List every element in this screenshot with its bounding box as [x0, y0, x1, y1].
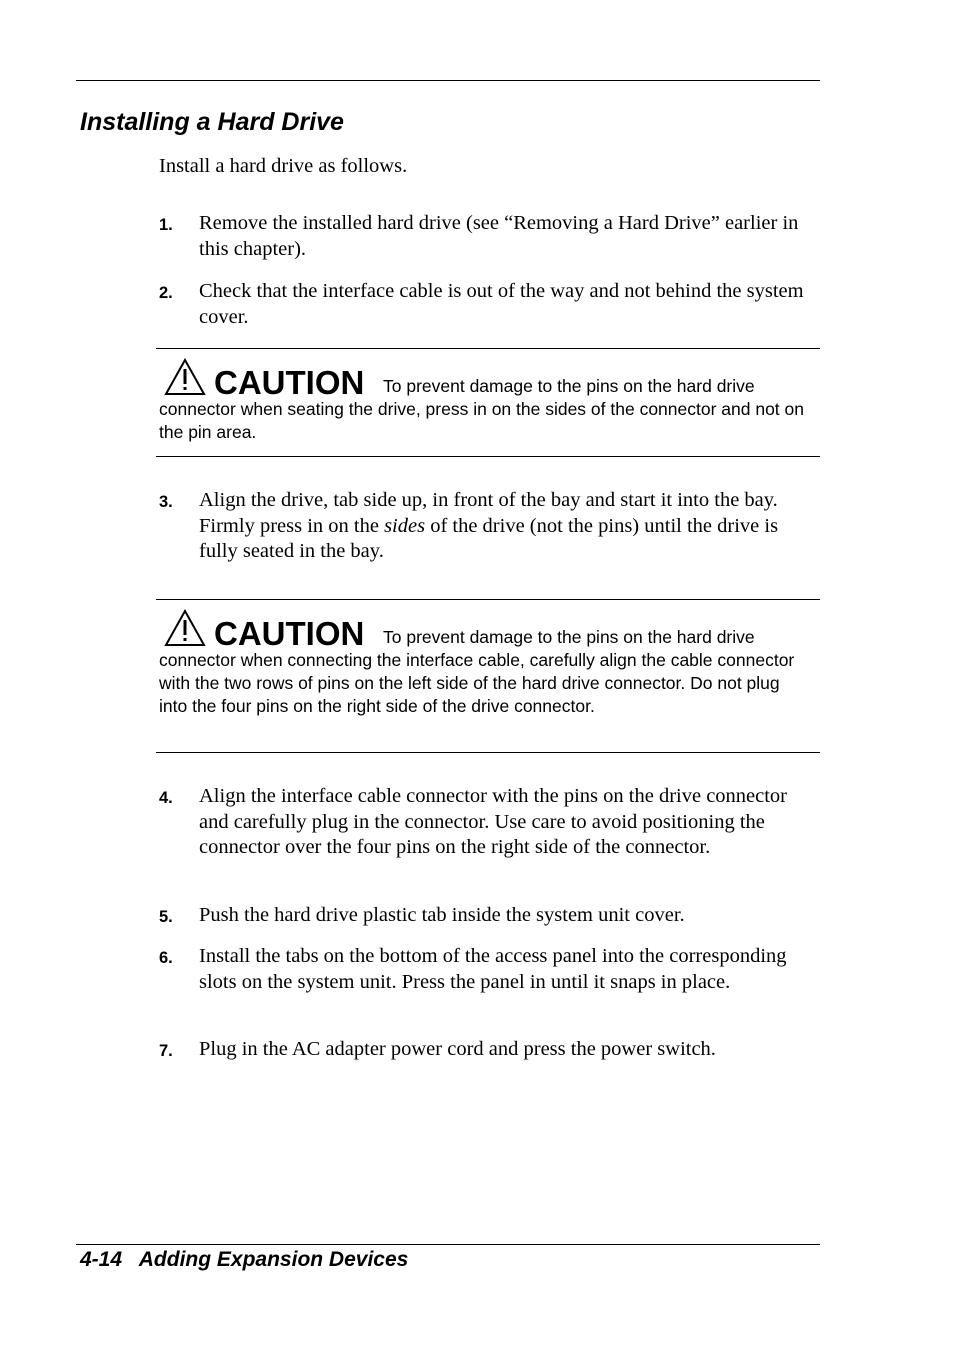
step-text: Remove the installed hard drive (see “Removing a Hard Drive” earlier in this chapter). — [199, 212, 799, 260]
step-number: 4. — [159, 789, 173, 807]
step-text: Install the tabs on the bottom of the access panel into the corresponding slots on the system unit. Press the panel in until it snaps in place. — [199, 945, 787, 993]
caution-label: CAUTION — [214, 615, 365, 652]
caution-label: CAUTION — [214, 364, 365, 401]
step-text: Check that the interface cable is out of the way and not behind the system cover. — [199, 280, 804, 328]
emphasis-sides: sides — [384, 514, 426, 537]
page-number: 4-14 — [80, 1248, 123, 1271]
step-number: 2. — [159, 284, 173, 302]
step-number: 5. — [159, 908, 173, 926]
page-footer — [80, 1246, 408, 1274]
intro-paragraph: Install a hard drive as follows. — [159, 155, 408, 177]
step-text: Push the hard drive plastic tab inside the system unit cover. — [199, 904, 685, 926]
header-rule — [76, 80, 820, 81]
caution-box — [156, 348, 820, 457]
step-text: Plug in the AC adapter power cord and press the power switch. — [199, 1038, 716, 1060]
caution-box — [156, 599, 820, 753]
caution-text: To prevent damage to the pins on the hard drive connector when seating the drive, press in on the sides of the connector and not on the pin area. — [159, 376, 804, 442]
step-number: 6. — [159, 949, 173, 967]
caution-text: To prevent damage to the pins on the hard drive connector when connecting the interface cable, carefully align the cable connector with the two rows of pins on the left side of the hard drive connector. Do not plug into the four pins on the right side of the drive connector. — [159, 627, 795, 716]
step-number: 3. — [159, 493, 173, 511]
section-title: Installing a Hard Drive — [80, 108, 344, 136]
step-text: Align the drive, tab side up, in front of the bay and start it into the bay. Firmly press in on the sides of the drive (not the pins) until the drive is fully seated in the bay. — [199, 489, 779, 562]
step-number: 1. — [159, 216, 173, 234]
chapter-title: Adding Expansion Devices — [138, 1248, 409, 1271]
footer-rule — [76, 1244, 820, 1245]
step-text: Align the interface cable connector with the pins on the drive connector and carefully plug in the connector. Use care to avoid positioning the connector over the four pins on the right side of the connector. — [199, 785, 788, 858]
step-number: 7. — [159, 1042, 173, 1060]
